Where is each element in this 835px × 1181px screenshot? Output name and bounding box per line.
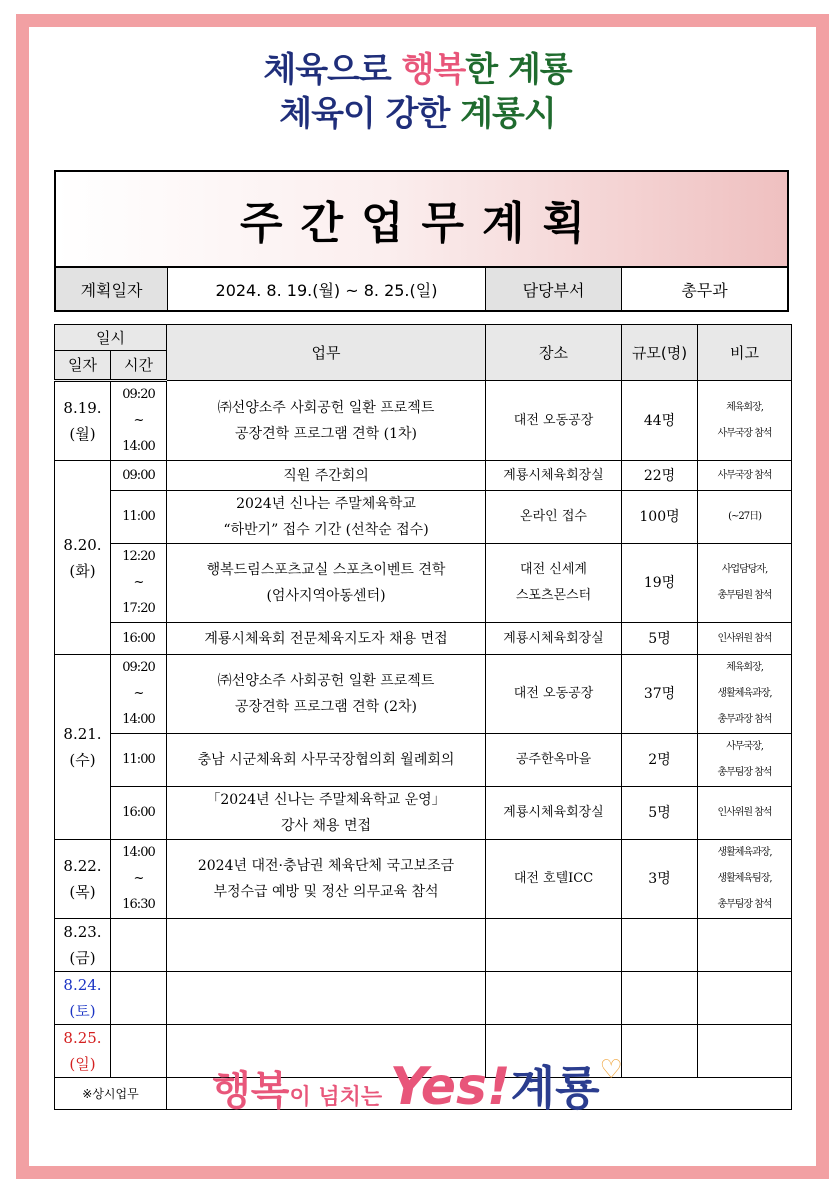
note-text: 총무팀장 참석 (717, 767, 772, 778)
note-cell (698, 972, 792, 1025)
note-text: 체육회장, (726, 662, 763, 673)
header-datetime: 일시 (55, 325, 167, 351)
slogan-text: 체육으로 (263, 50, 402, 90)
place-text: 대전 오동공장 (513, 686, 594, 701)
task-text: 부정수급 예방 및 정산 의무교육 참석 (213, 884, 439, 900)
slogan-text: 한 계룡 (465, 50, 572, 90)
dept-label: 담당부서 (486, 268, 622, 310)
plan-date-value: 2024. 8. 19.(월) ~ 8. 25.(일) (168, 268, 486, 310)
time-text: ~ (133, 413, 144, 428)
title-box (54, 170, 789, 268)
table-row (55, 623, 792, 655)
note-cell (698, 734, 792, 787)
table-row (55, 734, 792, 787)
weekday-text: (일) (69, 1055, 96, 1073)
scale-cell (622, 972, 698, 1025)
weekday-text: (화) (69, 561, 96, 580)
task-text: 충남 시군체육회 사무국장협의회 월례회의 (197, 752, 455, 768)
time-cell (111, 734, 167, 787)
time-text: 09:20 (122, 387, 155, 402)
place-cell (486, 840, 622, 919)
time-cell (111, 461, 167, 491)
table-row (55, 544, 792, 623)
table-row (55, 840, 792, 919)
time-text: 12:20 (122, 549, 155, 564)
date-cell (55, 381, 111, 461)
time-cell (111, 381, 167, 461)
note-text: (~27日) (728, 511, 761, 522)
weekday-text: (수) (69, 751, 96, 769)
place-cell (486, 655, 622, 734)
time-text: 17:20 (122, 601, 155, 616)
date-text: 8.22. (63, 857, 102, 875)
note-text: 사무국장 참석 (717, 427, 772, 439)
task-cell (167, 734, 486, 787)
slogan-text: 체육이 강한 (279, 94, 461, 134)
date-cell (55, 461, 111, 655)
place-text: 공주한옥마을 (515, 752, 592, 767)
note-cell (698, 919, 792, 972)
time-text: 09:20 (122, 660, 155, 675)
task-cell (167, 623, 486, 655)
time-cell (111, 655, 167, 734)
task-text: ㈜선양소주 사회공헌 일환 프로젝트 (217, 399, 435, 416)
time-cell (111, 544, 167, 623)
task-text: 직원 주간회의 (283, 467, 369, 484)
task-text: 행복드림스포츠교실 스포츠이벤트 견학 (206, 562, 446, 578)
place-cell (486, 972, 622, 1025)
place-text: 계룡시체육회장실 (503, 467, 604, 483)
table-row (55, 491, 792, 544)
task-text: 2024년 대전·충남권 체육단체 국고보조금 (197, 858, 455, 874)
task-text: 공장견학 프로그램 견학 (1차) (235, 425, 417, 442)
table-row (55, 972, 792, 1025)
date-cell (55, 919, 111, 972)
place-text: 계룡시체육회장실 (503, 630, 604, 646)
logo-text: 계룡 (510, 1061, 600, 1115)
slogan-text: 행복 (401, 50, 466, 90)
slogan-text: 계룡시 (460, 94, 556, 134)
slogan-line-1 (0, 48, 835, 92)
header-task: 업무 (167, 325, 486, 381)
plan-date-label: 계획일자 (56, 268, 168, 310)
scale-cell: 44명 (622, 381, 698, 461)
time-text: 11:00 (122, 752, 155, 767)
schedule-table (54, 324, 792, 1110)
scale-cell: 3명 (622, 840, 698, 919)
task-text: ㈜선양소주 사회공헌 일환 프로젝트 (217, 673, 435, 689)
note-text: 총무과장 참석 (717, 714, 772, 725)
weekday-text: (월) (69, 425, 96, 443)
note-text: 사업담당자, (721, 564, 768, 575)
scale-cell: 2명 (622, 734, 698, 787)
time-text: 16:00 (122, 805, 155, 820)
note-text: 사무국장, (726, 741, 763, 752)
header-time: 시간 (111, 351, 167, 381)
info-bar (54, 268, 789, 312)
page-title: 주간업무계획 (239, 198, 604, 249)
note-cell (698, 623, 792, 655)
place-text: 대전 신세계 (520, 562, 587, 577)
time-text: 16:00 (122, 630, 155, 646)
note-text: 생활체육팀장, (717, 873, 772, 884)
time-text: ~ (133, 871, 144, 886)
place-cell (486, 381, 622, 461)
scale-cell: 22명 (622, 461, 698, 491)
place-cell (486, 544, 622, 623)
date-cell (55, 655, 111, 840)
table-row (55, 655, 792, 734)
note-cell (698, 840, 792, 919)
slogan (0, 48, 835, 136)
place-cell (486, 734, 622, 787)
bottom-logo (0, 1052, 835, 1118)
date-text: 8.21. (63, 725, 102, 743)
task-cell (167, 381, 486, 461)
note-cell (698, 787, 792, 840)
scale-cell: 19명 (622, 544, 698, 623)
task-cell (167, 461, 486, 491)
task-cell (167, 655, 486, 734)
task-cell (167, 972, 486, 1025)
date-cell (55, 840, 111, 919)
logo-text: Yes! (389, 1057, 511, 1117)
time-text: 11:00 (122, 509, 155, 524)
weekday-text: (토) (69, 1002, 96, 1020)
place-cell (486, 787, 622, 840)
header-date: 일자 (55, 351, 111, 381)
time-cell (111, 840, 167, 919)
date-text: 8.25. (63, 1029, 102, 1047)
task-cell (167, 919, 486, 972)
task-cell (167, 544, 486, 623)
task-text: 「2024년 신나는 주말체육학교 운영」 (206, 792, 446, 808)
scale-cell (622, 919, 698, 972)
task-text: 계룡시체육회 전문체육지도자 채용 면접 (204, 630, 448, 647)
table-row (55, 461, 792, 491)
logo-text: 행복 (212, 1068, 290, 1114)
time-cell (111, 972, 167, 1025)
note-text: 체육회장, (726, 401, 763, 413)
scale-cell: 100명 (622, 491, 698, 544)
place-text: 온라인 접수 (520, 509, 587, 524)
heart-icon: ♡ (599, 1055, 623, 1085)
note-text: 사무국장 참석 (717, 469, 772, 481)
routine-label: ※상시업무 (55, 1078, 167, 1110)
table-row (55, 919, 792, 972)
note-text: 생활체육과장, (717, 688, 772, 699)
place-text: 대전 오동공장 (513, 412, 594, 428)
time-text: 09:00 (122, 467, 155, 483)
note-cell (698, 491, 792, 544)
time-text: ~ (133, 686, 144, 701)
header-scale: 규모(명) (622, 325, 698, 381)
note-text: 인사위원 참석 (717, 807, 772, 818)
note-text: 생활체육과장, (717, 847, 772, 858)
task-cell (167, 840, 486, 919)
scale-cell: 5명 (622, 787, 698, 840)
scale-cell: 37명 (622, 655, 698, 734)
date-text: 8.23. (63, 923, 102, 941)
time-text: 16:30 (122, 897, 155, 912)
place-text: 계룡시체육회장실 (503, 805, 604, 820)
scale-cell: 5명 (622, 623, 698, 655)
time-cell (111, 787, 167, 840)
time-cell (111, 491, 167, 544)
weekday-text: (목) (69, 883, 96, 901)
task-cell (167, 787, 486, 840)
date-cell (55, 972, 111, 1025)
time-cell (111, 919, 167, 972)
table-row (55, 787, 792, 840)
task-text: 공장견학 프로그램 견학 (2차) (235, 699, 417, 715)
date-text: 8.20. (63, 535, 102, 554)
slogan-line-2 (0, 92, 835, 136)
note-cell (698, 381, 792, 461)
task-text: 2024년 신나는 주말체육학교 (236, 496, 416, 512)
place-cell (486, 461, 622, 491)
table-row (55, 381, 792, 461)
note-cell (698, 544, 792, 623)
place-cell (486, 919, 622, 972)
time-cell (111, 623, 167, 655)
place-text: 대전 호텔ICC (513, 871, 594, 886)
note-cell (698, 655, 792, 734)
note-text: 총무팀장 참석 (717, 899, 772, 910)
place-cell (486, 491, 622, 544)
note-cell (698, 461, 792, 491)
header-place: 장소 (486, 325, 622, 381)
time-text: ~ (133, 575, 144, 590)
date-text: 8.24. (63, 976, 102, 994)
task-cell (167, 491, 486, 544)
dept-value: 총무과 (681, 280, 728, 300)
place-cell (486, 623, 622, 655)
note-text: 인사위원 참석 (717, 632, 772, 644)
header-note: 비고 (698, 325, 792, 381)
note-text: 총무팀원 참석 (717, 590, 772, 601)
task-text: “하반기” 접수 기간 (선착순 접수) (223, 522, 429, 538)
logo-text: 이 넘치는 (289, 1085, 390, 1110)
date-text: 8.19. (63, 399, 102, 417)
time-text: 14:00 (122, 439, 155, 454)
weekday-text: (금) (69, 949, 96, 967)
task-text: (엄사지역아동센터) (266, 588, 386, 604)
place-text: 스포츠몬스터 (515, 588, 592, 603)
time-text: 14:00 (122, 712, 155, 727)
task-text: 강사 채용 면접 (280, 818, 372, 834)
time-text: 14:00 (122, 845, 155, 860)
